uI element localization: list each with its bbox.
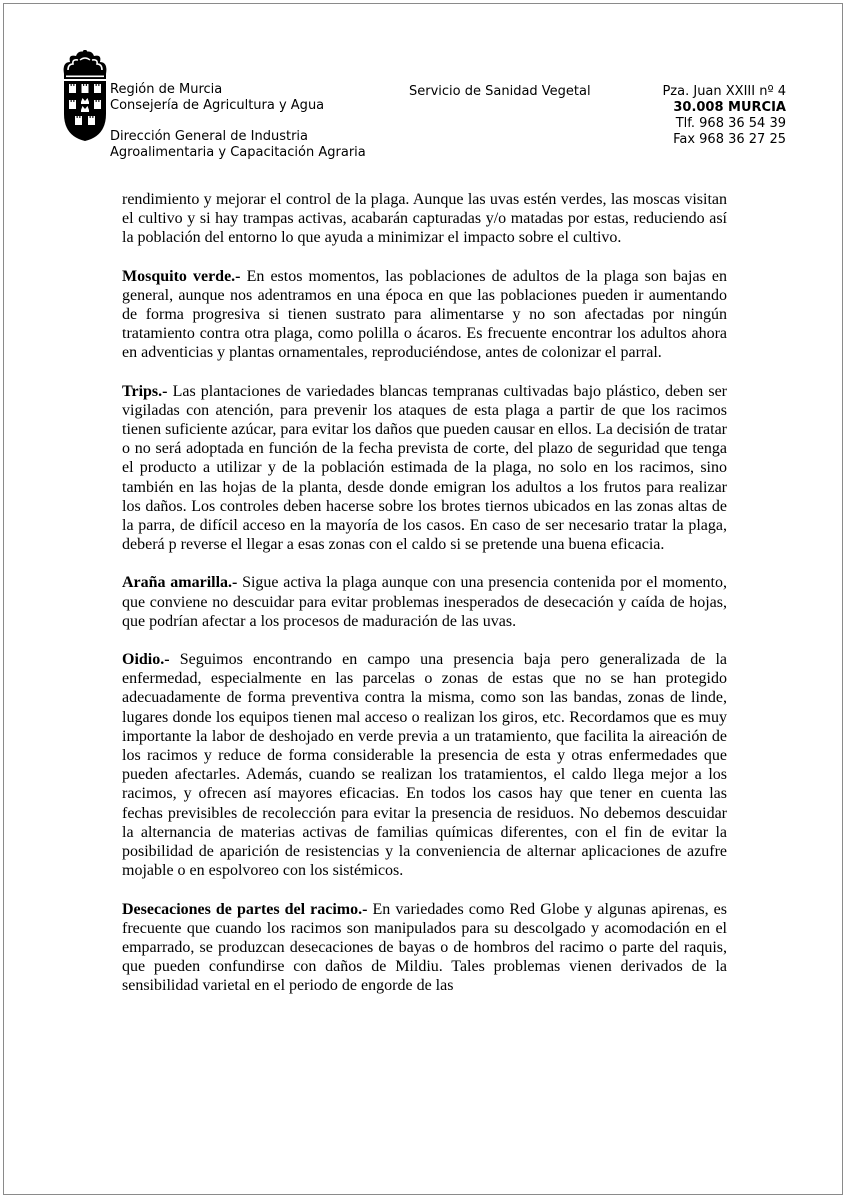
ministry-name: Consejería de Agricultura y Agua: [110, 98, 325, 113]
directorate-line-2: Agroalimentaria y Capacitación Agraria: [110, 145, 366, 160]
section-text: En estos momentos, las poblaciones de adultos de la plaga son bajas en general, aunque nos adentramos en una época en que las poblaciones pueden ir aumentando de forma progresiva si tienen sustrato para alimentarse y no son afectadas por ningún tratamiento contra otra plaga, como polilla o ácaros. Es frecuente encontrar los adultos ahora en adventicias y plantas ornamentales, reproduciéndose, antes de colonizar el parral.: [122, 267, 727, 362]
address-block: [662, 84, 786, 148]
section-arana-amarilla: [122, 573, 727, 631]
address-city: 30.008 MURCIA: [673, 100, 786, 115]
section-trips: [122, 382, 727, 555]
section-heading: Trips.-: [122, 382, 168, 400]
section-text: Las plantaciones de variedades blancas tempranas cultivadas bajo plástico, deben ser vigiladas con atención, para prevenir los ataques de esta plaga a partir de que los racimos tienen suficiente azúcar, para evitar los daños que pueden causar en ellos. La decisión de tratar o no será adoptada en función de la fecha prevista de corte, del plazo de seguridad que tenga el producto a utilizar y de la población estimada de la plaga, no solo en los racimos, sino también en las hojas de la planta, desde donde emigran los adultos a los frutos para realizar los daños. Los controles deben hacerse sobre los brotes tiernos ubicados en las zonas altas de la parra, de difícil acceso en la mayoría de los casos. En caso de ser necesario tratar la plaga, deberá p reverse el llegar a esas zonas con el caldo si se pretende una buena eficacia.: [122, 382, 727, 554]
region-crest-logo: [60, 50, 110, 142]
intro-paragraph: rendimiento y mejorar el control de la plaga. Aunque las uvas estén verdes, las moscas visitan el cultivo y si hay trampas activas, acabarán capturadas y/o matadas por estas, reduciendo así la población del entorno lo que ayuda a minimizar el impacto sobre el cultivo.: [122, 191, 727, 247]
directorate-line-1: Dirección General de Industria: [110, 129, 309, 144]
agency-block: [110, 82, 366, 161]
section-oidio: [122, 650, 727, 880]
section-mosquito-verde: [122, 267, 727, 363]
address-fax: Fax 968 36 27 25: [673, 132, 786, 147]
service-name: Servicio de Sanidad Vegetal: [409, 84, 591, 99]
section-heading: Desecaciones de partes del racimo.-: [122, 900, 368, 918]
section-heading: Oidio.-: [122, 651, 170, 669]
address-phone: Tlf. 968 36 54 39: [675, 116, 786, 131]
section-heading: Araña amarilla.-: [122, 574, 238, 592]
section-desecaciones: [122, 900, 727, 996]
section-text: Seguimos encontrando en campo una presencia baja pero generalizada de la enfermedad, especialmente en las parcelas o zonas de estas que no se han protegido adecuadamente de forma preventiva contra la misma, como son las bandas, zonas de linde, lugares donde los equipos tienen mal acceso o realizan los giros, etc. Recordamos que es muy importante la labor de deshojado en verde previa a un tratamiento, que facilita la aireación de los racimos y reduce de forma considerable la presencia de esta y otras enfermedades que pueden afectarles. Además, cuando se realizan los tratamientos, el caldo llega mejor a los racimos, y ofrecen así mayores eficacias. En todos los casos hay que tener en cuenta las fechas previsibles de recolección para evitar la presencia de residuos. No debemos descuidar la alternancia de materias activas de familias químicas diferentes, con el fin de evitar la posibilidad de aparición de resistencias y la conveniencia de alternar aplicaciones de azufre mojable o en espolvoreo con los sistémicos.: [122, 651, 727, 880]
document-body: [122, 190, 727, 1015]
section-heading: Mosquito verde.-: [122, 267, 241, 285]
section-text: En variedades como Red Globe y algunas apirenas, es frecuente que cuando los racimos son manipulados para su descolgado y acomodación en el emparrado, se produzcan desecaciones de bayas o de hombros del racimo o parte del raquis, que pueden confundirse con daños de Mildiu. Tales problemas vienen derivados de la sensibilidad varietal en el periodo de engorde de las: [122, 900, 728, 995]
section-text: Sigue activa la plaga aunque con una presencia contenida por el momento, que conviene no descuidar para evitar problemas inesperados de desecación y caída de hojas, que podrían afectar a los procesos de maduración de las uvas.: [122, 574, 727, 630]
address-street: Pza. Juan XXIII nº 4: [662, 84, 786, 99]
region-name: Región de Murcia: [110, 82, 223, 97]
